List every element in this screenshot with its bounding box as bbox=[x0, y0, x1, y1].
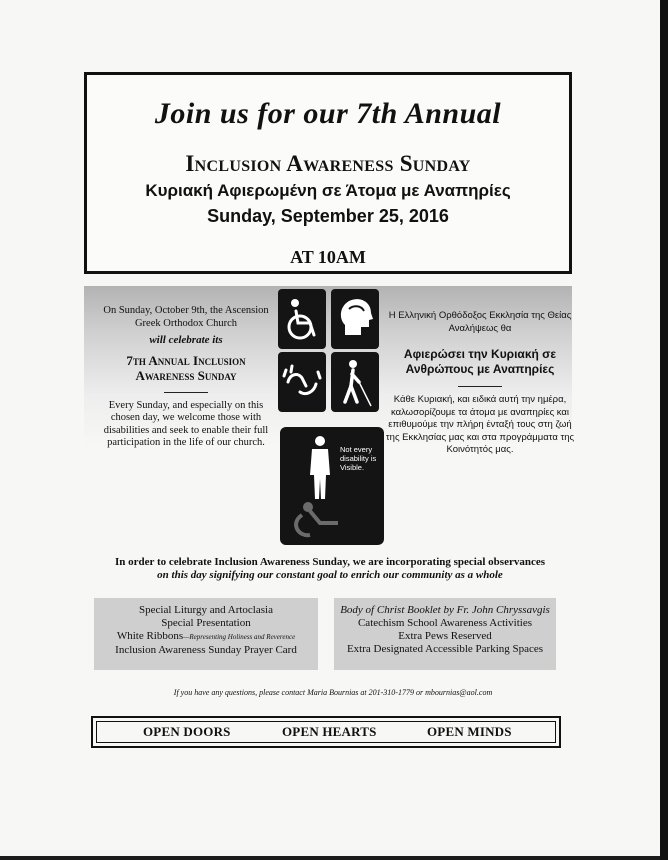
greek-event-title: Αφιερώσει την Κυριακή σε Ανθρώπους με Αναπηρίες bbox=[403, 347, 557, 376]
list-item: Special Presentation bbox=[161, 617, 251, 629]
list-item: Extra Designated Accessible Parking Spaces bbox=[346, 643, 544, 655]
activities-list-left bbox=[94, 598, 318, 670]
sign-language-icon bbox=[278, 352, 326, 412]
greek-body: Κάθε Κυριακή, και ειδικά αυτή την ημέρα, καλωσορίζουμε τα άτομα με αναπηρίες και επιθυμούμε την πλήρη ένταξή τους στη ζωή της Εκκλησίας μας και στα προγράμματα της Κοινότητός μας. bbox=[385, 394, 575, 455]
english-intro: On Sunday, October 9th, the Ascension Greek Orthodox Church bbox=[103, 305, 269, 329]
celebrate-line: will celebrate its bbox=[149, 334, 223, 346]
event-time: AT 10AM bbox=[290, 247, 366, 267]
page-edge bbox=[660, 0, 668, 860]
greek-column bbox=[384, 310, 576, 457]
access-symbol-icon bbox=[296, 504, 338, 535]
greek-intro: Η Ελληνική Ορθόδοξος Εκκλησία της Θείας Αναλήψεως θα bbox=[388, 310, 572, 334]
statement-line-1: In order to celebrate Inclusion Awareness Sunday, we are incorporating special observances bbox=[114, 556, 545, 568]
event-date: Sunday, September 25, 2016 bbox=[207, 206, 449, 226]
motto-open-doors: OPEN DOORS bbox=[143, 724, 231, 739]
event-title-greek: Κυριακή Αφιερωμένη σε Άτομα με Αναπηρίες bbox=[145, 181, 511, 200]
list-item bbox=[94, 630, 318, 644]
ribbons-label: White Ribbons bbox=[116, 630, 184, 642]
invisible-disability-panel bbox=[280, 427, 384, 545]
ribbons-note: —Representing Holiness and Reverence bbox=[183, 633, 296, 641]
list-item: Inclusion Awareness Sunday Prayer Card bbox=[115, 644, 297, 656]
blind-cane-icon bbox=[331, 352, 379, 412]
list-item: Extra Pews Reserved bbox=[398, 630, 492, 642]
wheelchair-icon bbox=[278, 289, 326, 349]
motto-open-minds: OPEN MINDS bbox=[427, 724, 512, 739]
list-item: Body of Christ Booklet by Fr. John Chryssavgis bbox=[340, 604, 550, 616]
divider bbox=[458, 386, 502, 387]
divider bbox=[164, 392, 208, 393]
english-column bbox=[96, 305, 276, 450]
contact-line: If you have any questions, please contact Maria Bournias at 201-310-1779 or mbournias@aol.com bbox=[173, 688, 493, 697]
list-item: Catechism School Awareness Activities bbox=[357, 617, 533, 629]
observances-statement bbox=[90, 556, 570, 582]
invisible-disability-caption: Not every disability is Visible. bbox=[340, 445, 377, 472]
header-box bbox=[84, 72, 572, 274]
head-profile-icon bbox=[331, 289, 379, 349]
activities-list-right bbox=[334, 598, 556, 670]
statement-line-2: on this day signifying our constant goal to enrich our community as a whole bbox=[157, 569, 503, 581]
motto-bar bbox=[91, 716, 561, 748]
english-event-title: 7th Annual Inclusion Awareness Sunday bbox=[126, 352, 246, 383]
list-item: Special Liturgy and Artoclasia bbox=[139, 604, 273, 616]
motto-open-hearts: OPEN HEARTS bbox=[282, 724, 377, 739]
english-body: Every Sunday, and especially on this chosen day, we welcome those with disabilities and seek to enable their full participation in the life of our church. bbox=[103, 399, 269, 448]
header-script-line: Join us for our 7th Annual bbox=[154, 97, 502, 130]
event-title: Inclusion Awareness Sunday bbox=[185, 151, 471, 176]
